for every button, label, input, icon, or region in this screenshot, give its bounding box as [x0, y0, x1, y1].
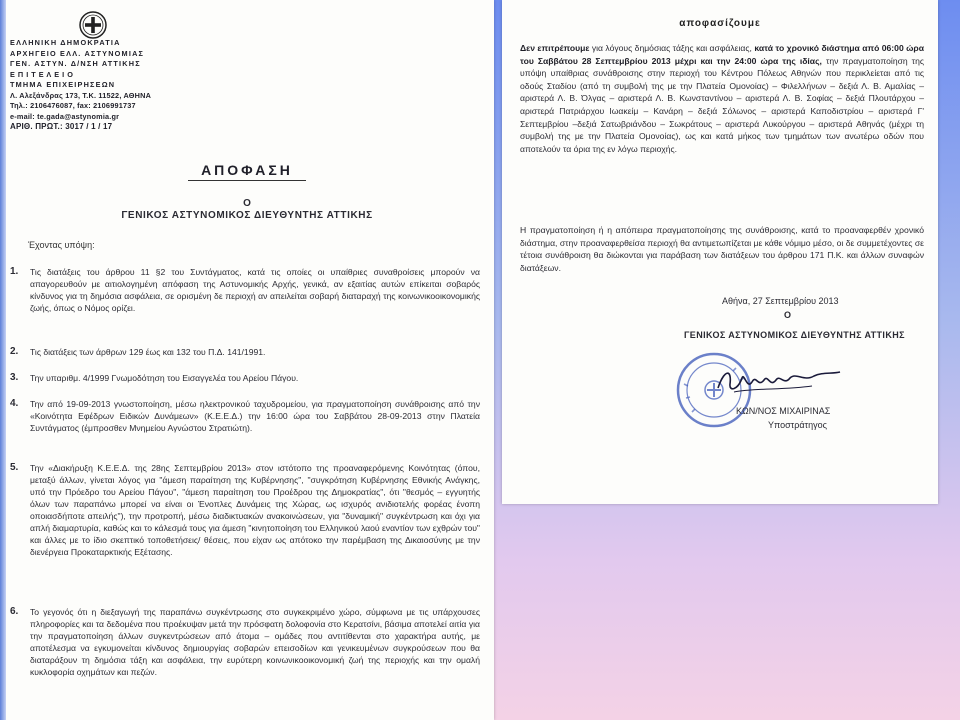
having-considered-label: Έχοντας υπόψη:: [28, 240, 95, 250]
item-number: 5.: [10, 462, 19, 473]
item-number: 4.: [10, 398, 19, 409]
header-line: ΤΜΗΜΑ ΕΠΙΧΕΙΡΗΣΕΩΝ: [10, 80, 116, 89]
list-item: [10, 372, 480, 384]
decision-emphasis: Δεν επιτρέπουμε: [520, 43, 590, 53]
signer-name: ΚΩΝ/ΝΟΣ ΜΙΧΑΙΡΙΝΑΣ: [736, 406, 831, 416]
decision-area-text: την πραγματοποίηση της υπόψη υπαίθριας συνάθροισης στην περιοχή του Κέντρου Πόλεως Αθηνών που περικλείεται από τις οδούς Σταδίου (από τη συμβολή της με την Πλατεία Ομονοίας) – Φιλελλήνων – δεξιά Λ. Β. Αμαλίας – αριστερά Λ. Β. Όλγας – αριστερά Λ. Β. Κωνσταντίνου – αριστερά Λ. Β. Σοφίας – δεξιά Πλουτάρχου – αριστερά Πατριάρχου Ιωακείμ – Κανάρη – δεξιά Σόλωνος – αριστερά Καποδιστρίου – αριστερά Γ' Σεπτεμβρίου –δεξιά Σατωβριάνδου – Σωκράτους – αριστερά Λυκούργου – αριστερά Αθηνάς (μέχρι τη συμβολή της με την Πλατεία Ομονοίας), ως και κατά μήκος των τμημάτων των ανωτέρω οδών που αποτελούν τα όρια της εν λόγω περιοχής.: [520, 55, 924, 154]
item-number: 2.: [10, 346, 19, 357]
decision-text: για λόγους δημόσιας τάξης και ασφάλειας,: [589, 43, 755, 53]
header-phone: Τηλ.: 2106476087, fax: 2106991737: [10, 101, 136, 110]
document-title: ΑΠΟΦΑΣΗ: [201, 162, 293, 178]
item-text: Την υπαριθμ. 4/1999 Γνωμοδότηση του Εισαγγελέα του Αρείου Πάγου.: [30, 373, 299, 383]
item-text: Την από 19-09-2013 γνωστοποίηση, μέσω ηλεκτρονικού ταχυδρομείου, για πραγματοποίηση συνάθροισης από την «Κοινότητα Εφέδρων Ειδικών Δυνάμεων» (Κ.Ε.Ε.Δ.) την 16:00 ώρα του Σαββάτου 28-09-2013 στην Πλατεία Συντάγματος (έμπροσθεν Μνημείου Αγνώστου Στρατιώτη).: [30, 399, 480, 433]
item-text: Τις διατάξεις των άρθρων 129 έως και 132 του Π.Δ. 141/1991.: [30, 347, 266, 357]
list-item: [10, 462, 480, 558]
right-document-page: [502, 0, 938, 504]
item-text: Τις διατάξεις του άρθρου 11 §2 του Συντάγματος, κατά τις οποίες οι υπαίθριες συναθροίσεις μπορούν να απαγορευθούν με αιτιολογημένη απόφαση της Αστυνομικής Αρχής, γενικά, αν εξαιτίας αυτών επίκειται σοβαρός κίνδυνος για τη δημόσια ασφάλεια, σε ορισμένη δε περιοχή αν απειλείται σοβαρή διαταραχή της κοινωνικοοικονομικής ζωής, όπως ο Νόμος ορίζει.: [30, 267, 480, 313]
decision-heading: αποφασίζουμε: [679, 18, 761, 29]
item-number: 3.: [10, 372, 19, 383]
item-text: Το γεγονός ότι η διεξαγωγή της παραπάνω συγκέντρωσης στο συγκεκριμένο χώρο, σύμφωνα με τις υπάρχουσες πληροφορίες και τα δεδομένα που προέκυψαν μετά την πρόσφατη δολοφονία στο Κερατσίνι, βάσιμα αποτελεί αιτία για την πραγματοποίηση άλλων συγκεντρώσεων από άτομα – ομάδες που αντιτίθενται στο χαρακτήρα αυτής, με αποτέλεσμα να εγκυμονείται κίνδυνος δημιουργίας σοβαρών επεισοδίων και γενικευμένων συγκρούσεων που θα διαταράξουν τη δημόσια τάξη και ασφάλεια, την ευρύτερη κοινωνικοοικονομική ζωή της περιοχής και την ομαλή κυκλοφορία οχημάτων και πεζών.: [30, 607, 480, 677]
header-address: Λ. Αλεξάνδρας 173, Τ.Κ. 11522, ΑΘΗΝΑ: [10, 90, 152, 100]
enforcement-paragraph: Η πραγματοποίηση ή η απόπειρα πραγματοποίησης της συνάθροισης, κατά το προαναφερθέν χρονικό διάστημα, στην προαναφερθείσα περιοχή θα αντιμετωπίζεται με κάθε νόμιμο μέσο, οι δε συμμετέχοντες σε τέτοια συνάθροιση θα διώκονται για παράβαση των διατάξεων του άρθρου 171 Π.Κ. και άλλων συναφών διατάξεων.: [520, 225, 924, 273]
list-item: [10, 606, 480, 678]
title-underline: [188, 180, 306, 181]
article-o: Ο: [243, 198, 251, 209]
signature-article-o: Ο: [784, 310, 792, 320]
protocol-number: ΑΡΙΘ. ΠΡΩΤ.: 3017 / 1 / 17: [10, 122, 113, 131]
header-line: ΕΛΛΗΝΙΚΗ ΔΗΜΟΚΡΑΤΙΑ: [10, 38, 121, 47]
list-item: [10, 398, 480, 434]
issuer-title: ΓΕΝΙΚΟΣ ΑΣΤΥΝΟΜΙΚΟΣ ΔΙΕΥΘΥΝΤΗΣ ΑΤΤΙΚΗΣ: [121, 210, 373, 221]
item-number: 1.: [10, 266, 19, 277]
decision-paragraph: [520, 42, 924, 155]
list-item: [10, 346, 480, 358]
signature-date: Αθήνα, 27 Σεπτεμβρίου 2013: [722, 296, 839, 306]
greek-emblem-icon: [78, 10, 108, 40]
handwritten-signature-icon: [714, 362, 844, 398]
issuer-header: [10, 38, 180, 133]
decision-timeframe: κατά το χρονικό διάστημα από 06:00 ώρα του Σαββάτου 28 Σεπτεμβρίου 2013 μέχρι και την 24:00 ώρα της ιδίας,: [520, 43, 924, 66]
header-email: e-mail: te.gada@astynomia.gr: [10, 111, 120, 121]
header-line: Ε Π Ι Τ Ε Λ Ε Ι Ο: [10, 69, 74, 79]
item-text: Την «Διακήρυξη Κ.Ε.Ε.Δ. της 28ης Σεπτεμβρίου 2013» στον ιστότοπο της προαναφερόμενης Κοινότητας (όπου, μεταξύ άλλων, γίνεται λόγος για "άμεση παραίτηση της Κυβέρνησης", "συγκρότηση Κυβέρνησης Εθνικής Ανάγκης, υπό την Πρόεδρο του Αρείου Πάγου", "άμεση παραίτηση του Προέδρου της Δημοκρατίας", ότι "θεσμός – εγγυητής όλων των παραπάνω μπορεί να είναι οι Ένοπλες Δυνάμεις της Χώρας, ως ισχυρός ανιδιοτελής φορέας ένοπη οποιασδήποτε απειλής"), την προτροπή, μέσω διαδικτυακών ανακοινώσεων, για "δυναμική" συγκέντρωση και όχι για απλή διαμαρτυρία, καθώς και το κάλεσμά τους για άμεση "κινητοποίηση του Ελληνικού λαού εναντίον των εχθρών του" και άλλες με το ίδιο σκεπτικό τοποθετήσεις/ θέσεις, που είχαν ως απότοκο την παρέμβαση της Δικαιοσύνης με την διενέργεια Προκαταρκτικής Εξέτασης.: [30, 463, 480, 557]
header-line: ΑΡΧΗΓΕΙΟ ΕΛΛ. ΑΣΤΥΝΟΜΙΑΣ: [10, 48, 145, 58]
header-line: ΓΕΝ. ΑΣΤΥΝ. Δ/ΝΣΗ ΑΤΤΙΚΗΣ: [10, 59, 141, 68]
page-edge-accent: [0, 0, 6, 720]
list-item: [10, 266, 480, 314]
item-number: 6.: [10, 606, 19, 617]
signer-rank: Υποστράτηγος: [768, 420, 827, 430]
signer-title: ΓΕΝΙΚΟΣ ΑΣΤΥΝΟΜΙΚΟΣ ΔΙΕΥΘΥΝΤΗΣ ΑΤΤΙΚΗΣ: [684, 330, 905, 340]
